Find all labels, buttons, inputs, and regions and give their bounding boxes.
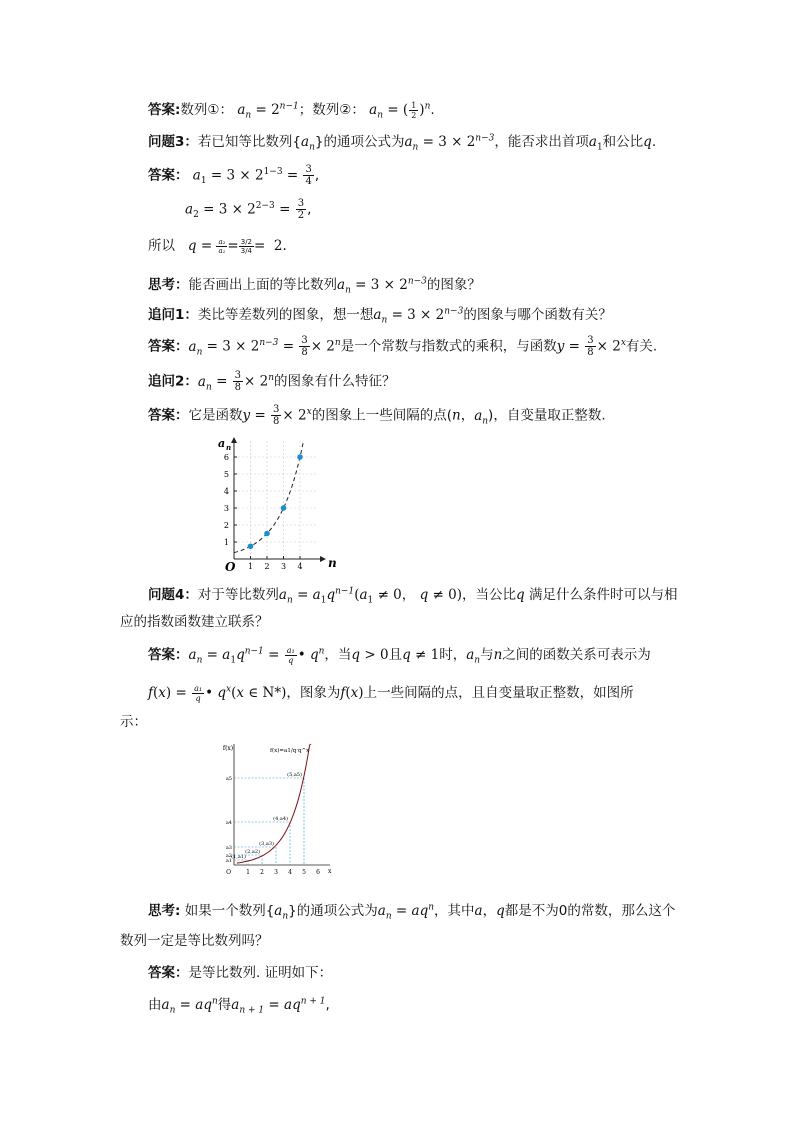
think-2: 思考: 如果一个数列$\{a_n\}$的通项公式为$a_n = aq^n$，其中a，q都是不为0的常数，那么这个 [148,902,676,922]
x-tick-label: 6 [316,869,320,876]
think-2-cont: 数列一定是等比数列吗？ [120,933,269,949]
x-tick-label: 3 [280,562,287,571]
legend: f(x)=a1/q·q^x [270,748,310,754]
y-tick-label: 6 [223,453,229,462]
data-point [264,531,270,537]
chart-exponential-function [212,738,337,880]
question-4: 问题4：对于等比数列$a_n = a_1q^{n-1}(a_1 \ne 0$， q ≠ 0)，当公比q 满足什么条件时可以与相 [148,586,678,606]
x-axis-label: x [328,868,332,875]
y-label: a2 [225,853,232,859]
question-3: 问题3：若已知等比数列$\{a_n\}$的通项公式为$a_n = 3 \times 2^{n-3}$，能否求出首项$a_1$和公比q. [148,133,657,153]
answer-4: 答案：$a_n = a_1q^{n-1}$ = $\frac{\text{a₁}}{q}$ • $q^n$，当q > 0且q ≠ 1时，$a_n$与n之间的函数关系可表示为 [148,645,651,666]
y-axis-label: f(x) [222,745,234,752]
x-tick-label: 2 [264,562,270,571]
answer-followup-2: 答案：它是函数y = $\frac{3}{8}$ × $2^x$的图象上一些间隔的点(n，$a_n$)，自变量取正整数. [148,404,606,427]
answer-a1: 答案： $a_1 = 3 \times 2^{1-3}$ = $\frac{3}{4}$ , [148,164,320,187]
y-tick-label: 1 [223,538,229,547]
answer-a2: $a_2 = 3 \times 2^{2-3}$ = $\frac{3}{2}$ , [185,198,312,221]
x-tick-label: 5 [302,869,306,876]
y-tick-label: 2 [223,521,229,530]
y-tick-label: 5 [223,470,229,479]
point-label: (4,a4) [273,816,288,822]
answer-followup-1: 答案：$a_n = 3 \times 2^{n-3}$ = $\frac{3}{8}$ × $2^n$是一个常数与指数式的乘积，与函数y = $\frac{3}{8}$ × $2^x$有关. [148,335,658,358]
data-point [248,543,254,549]
point-label: (1,a1) [231,854,246,860]
think-1: 思考：能否画出上面的等比数列$a_n = 3 \times 2^{n-3}$的图象？ [148,276,481,296]
x-tick-label: 1 [246,869,250,876]
y-label: a1 [225,858,232,864]
x-tick-label: 1 [247,562,254,571]
x-tick-label: 4 [297,562,303,571]
x-tick-label: 3 [274,869,278,876]
answer-4-cont: f(x) = $\frac{\text{a₁}}{q}$ • $q^x(x$ ∈ N*)，图象为f(x)上一些间隔的点，且自变量取正整数，如图所 [148,683,634,703]
followup-1: 追问1：类比等差数列的图象，想一想$a_n = 3 \times 2^{n-3}$的图象与哪个函数有关？ [148,306,612,326]
answer-5-proof: 由$a_n = aq^n$得$a_{n + 1} = aq^{n + 1}$, [148,996,330,1016]
y-axis-arrow [231,437,237,443]
y-axis-label-sub: n [226,443,232,452]
point-label: (5,a5) [287,772,302,778]
answer-line-1: 答案:数列①： $a_n = 2^{n-1}$；数列②： $a_n$ = ( $\frac{1}{2}$ )$^n$. [148,100,435,121]
answer-5: 答案：是等比数列. 证明如下： [148,965,333,981]
curve-dashed [234,442,303,553]
x-tick-label: 2 [260,869,264,876]
origin-label: O [226,869,231,876]
point-label: (2,a2) [245,849,260,855]
x-tick-label: 4 [288,869,292,876]
answer-4-cont2: 示： [120,714,147,730]
chart-sequence-points [212,435,342,575]
question-4-cont: 应的指数函数建立联系？ [120,614,269,630]
y-label: a5 [225,776,232,782]
y-label: a4 [225,820,232,826]
data-point [281,505,287,511]
origin-label: O [225,560,236,574]
data-point [297,454,303,460]
y-tick-label: 3 [223,504,229,513]
followup-2: 追问2：$a_n$ = $\frac{3}{8}$ × $2^n$的图象有什么特征？ [148,370,396,393]
answer-q: 所以 q = $\frac{\text{a₂}}{\text{a₁}}$ = $\frac{3/2}{3/4}$ = 2. [148,237,287,255]
y-tick-label: 4 [223,487,229,496]
point-label: (3,a3) [259,841,274,847]
x-axis-arrow [320,556,326,562]
y-axis-label: a [218,437,226,450]
y-label: a3 [225,845,232,851]
x-axis-label: n [328,556,337,570]
